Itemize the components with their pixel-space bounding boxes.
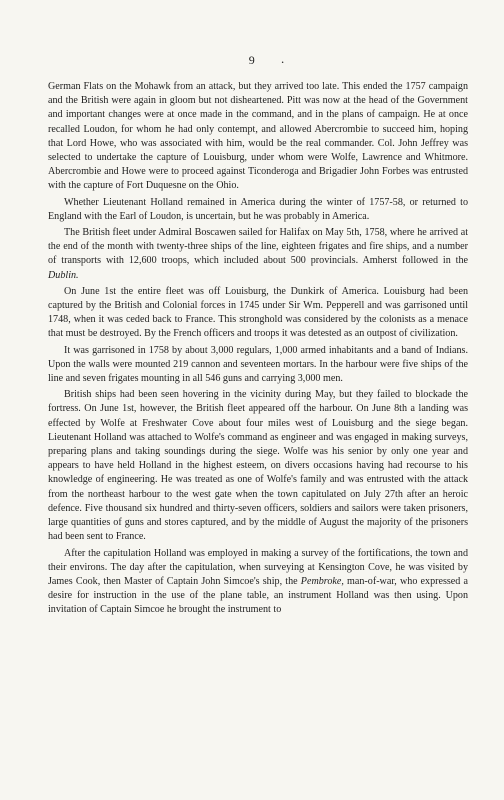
text-segment: German Flats on the Mohawk from an attack, but they arrived too late. This ended the 1757 campaign and the British were again in gloom but not disheartened. Pitt was now at the head of the Government and important changes were at once made in the command, and in the plans of campaign. He at once recalled Loudon, for whom he had only contempt, and allowed Abercrombie to succeed him, hoping that Lord Howe, who was associated with him, would be the real commander. Col. John Jeffrey was selected to undertake the capture of Louisburg, under whom were Wolfe, Lawrence and Whitmore. Abercrombie and Howe were to proceed against Ticonderoga and Brigadier John Forbes was entrusted with the capture of Fort Duquesne on the Ohio. (48, 81, 468, 192)
paragraph (48, 226, 468, 283)
text-segment: The British fleet under Admiral Boscawen sailed for Halifax on May 5th, 1758, where he arrived at the end of the month with twenty-three ships of the line, eighteen frigates and fire ships, and a number of transports with 12,600 troops, which included about 500 provincials. Amherst followed in the (48, 227, 468, 267)
text-segment: Whether Lieutenant Holland remained in America during the winter of 1757-58, or returned to England with the Earl of Loudon, is uncertain, but he was probably in America. (48, 196, 468, 222)
italic-text: Dublin. (48, 269, 79, 281)
body-text (48, 80, 468, 618)
paragraph (48, 388, 468, 544)
paragraph (48, 344, 468, 387)
paragraph (48, 285, 468, 342)
paragraph (48, 196, 468, 224)
text-segment: On June 1st the entire fleet was off Louisburg, the Dunkirk of America. Louisburg had been captured by the British and Colonial forces in 1745 under Sir Wm. Pepperell and was garrisoned until 1748, when it was ceded back to France. This stronghold was considered by the colonists as a menace that must be destroyed. By the French officers and troops it was detested as an outpost of civilization. (48, 285, 468, 340)
text-segment: After the capitulation Holland was employed in making a survey of the fortifications, the town and their environs. The day after the capitulation, when surveying at Kensington Cove, he was visited by James Cook, then Master of Captain John Simcoe's ship, the (48, 547, 468, 587)
page-number: 9 (248, 53, 256, 67)
italic-text: Pembroke, (300, 575, 344, 587)
text-segment: man-of-war, who expressed a desire for instruction in the use of the plane table, an instrument Holland was then using. Upon invitation of Captain Simcoe he brought the instrument to (48, 575, 468, 616)
page-mark: . (281, 51, 285, 66)
text-segment: It was garrisoned in 1758 by about 3,000 regulars, 1,000 armed inhabitants and a band of Indians. Upon the walls were mounted 219 cannon and seventeen mortars. In the harbour were five ships of the line and seven frigates mounting in all 546 guns and carrying 3,000 men. (48, 344, 468, 385)
text-segment: British ships had been seen hovering in the vicinity during May, but they failed to blockade the fortress. On June 1st, however, the British fleet appeared off the harbour. On June 8th a landing was effected by Wolfe at Freshwater Cove about four miles west of Louisburg and the siege began. Lieutenant Holland was attached to Wolfe's command as engineer and was engaged in making surveys, preparing plans and taking soundings during the siege. Wolfe was his senior by only one year and appears to have held Holland in the highest esteem, on divers occasions having had recourse to his knowledge of engineering. He was treated as one of Wolfe's family and was entrusted with the attack from the northeast harbour to the west gate when the town capitulated on July 27th after an heroic defence. Five thousand six hundred and thirty-seven officers, soldiers and sailors were taken prisoners, large quantities of guns and stores captured, and by the middle of August the majority of the prisoners had been sent to France. (48, 389, 468, 543)
paragraph (48, 547, 468, 618)
paragraph (48, 80, 468, 194)
